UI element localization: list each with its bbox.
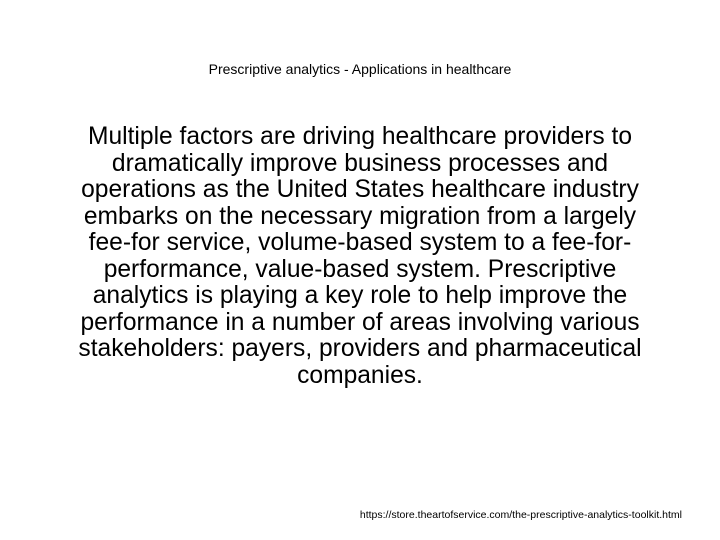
slide-body-text: Multiple factors are driving healthcare providers to dramatically improve business processes and operations as the United States healthcare industry embarks on the necessary migration from a largely fee-for service, volume-based system to a fee-for-performance, value-based system. Prescriptive analytics is playing a key role to help improve the performance in a number of areas involving various stakeholders: payers, providers and pharmaceutical companies. — [78, 123, 642, 389]
slide-title: Prescriptive analytics - Applications in healthcare — [208, 61, 512, 77]
footer-url: https://store.theartofservice.com/the-prescriptive-analytics-toolkit.html — [359, 509, 682, 521]
